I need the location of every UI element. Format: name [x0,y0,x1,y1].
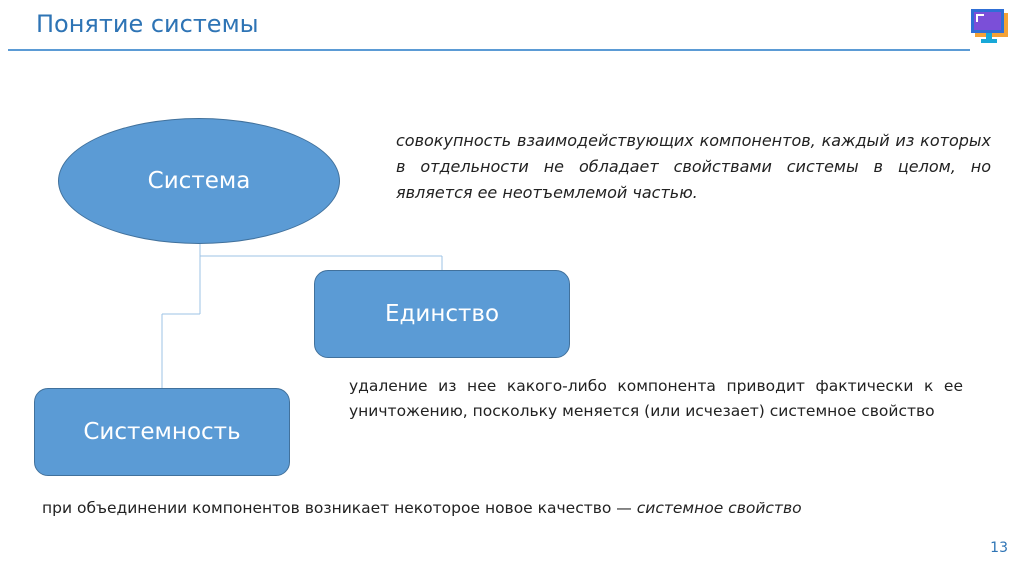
systemness-node-label: Системность [83,419,241,445]
unity-node-label: Единство [384,301,500,327]
systemness-description-text [42,496,942,520]
systemness-prefix: при объединении компонентов возникает некоторое новое качество — [42,499,637,517]
system-definition-text: совокупность взаимодействующих компонентов, каждый из которых в отдельности не обладает свойствами системы в целом, но является ее неотъемлемой частью. [396,131,991,202]
unity-description-text: удаление из нее какого-либо компонента приводит фактически к ее уничтожению, поскольку меняется (или исчезает) системное свойство [349,377,963,420]
system-node-label: Система [147,168,251,194]
systemness-emphasis: системное свойство [636,499,802,517]
page-number: 13 [990,540,1008,556]
systemness-node [34,388,290,476]
slide-title: Понятие системы [36,10,259,38]
unity-node [314,270,570,358]
system-node [58,118,340,244]
